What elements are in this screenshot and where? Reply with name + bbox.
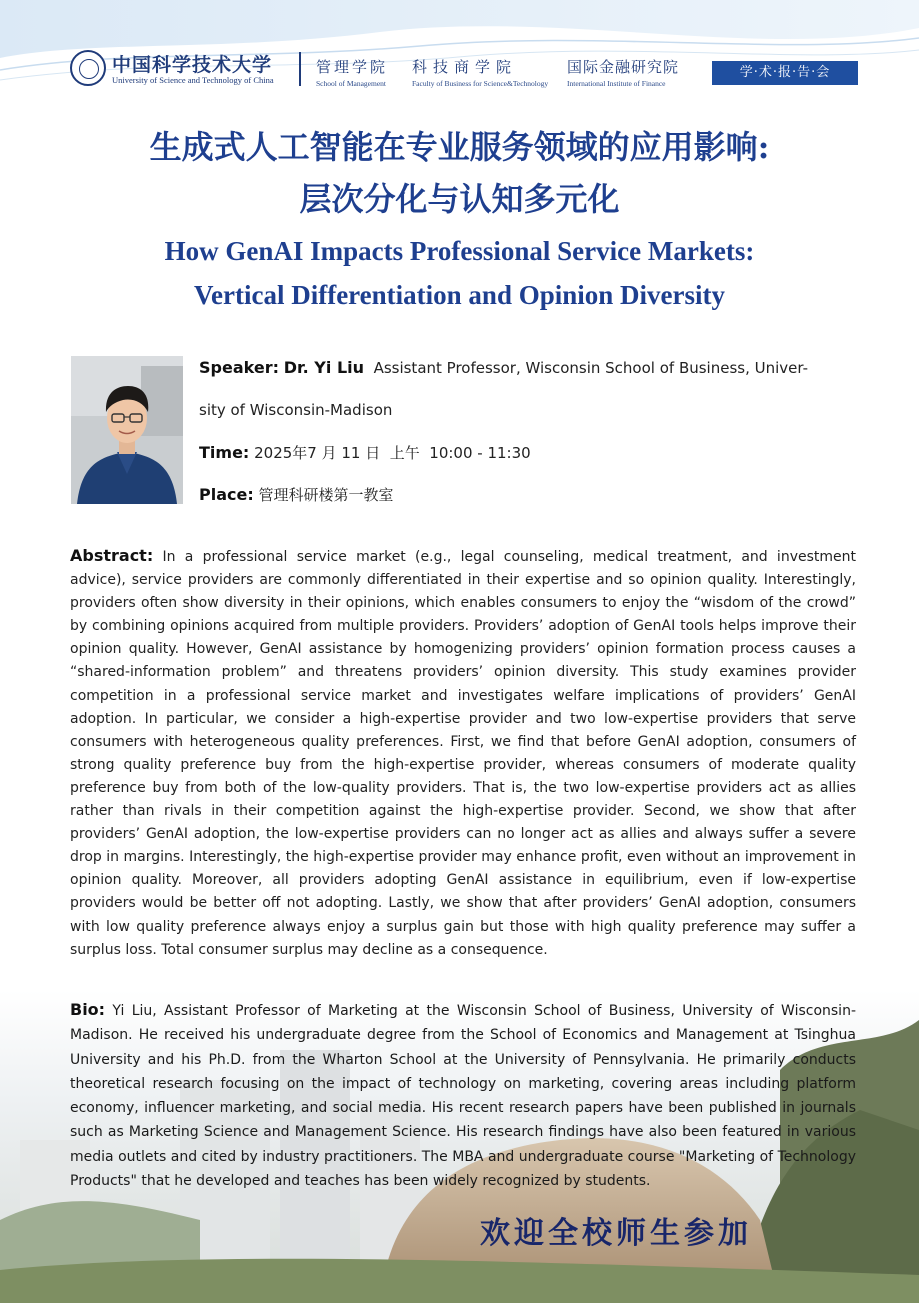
bio-paragraph [70, 998, 856, 1193]
speaker-affiliation: Assistant Professor, Wisconsin School of Business, Univer- [373, 359, 809, 377]
place-label: Place: [199, 485, 254, 504]
speaker-photo [71, 356, 183, 504]
welcome-slogan: 欢迎全校师生参加 [480, 1216, 752, 1251]
abstract-paragraph [70, 544, 856, 962]
school-name-en: Faculty of Business for Science&Technology [412, 79, 549, 88]
university-name-en: University of Science and Technology of China [112, 75, 274, 85]
abstract-label: Abstract: [70, 546, 154, 565]
school-name-cn: 管理学院 [316, 58, 389, 76]
speaker-name: Dr. Yi Liu [283, 358, 365, 377]
title-en-line1: How GenAI Impacts Professional Service Markets: [164, 236, 755, 266]
speaker-affiliation-cont: sity of Wisconsin-Madison [199, 401, 393, 419]
university-name-cn: 中国科学技术大学 [112, 54, 273, 76]
title-cn-line1: 生成式人工智能在专业服务领域的应用影响: [149, 128, 770, 166]
header-divider [299, 52, 301, 86]
title-cn-line2: 层次分化与认知多元化 [299, 180, 620, 218]
bio-text: Yi Liu, Assistant Professor of Marketing at the Wisconsin School of Business, University of Wisconsin-Madison. He received his undergraduate degree from the School of Economics and Management at Tsinghua University and his Ph.D. from the Wharton School at the University of Pennsylvania. He primarily conducts theoretical research focusing on the impact of technology on marketing, covering areas including platform economy, influencer marketing, and social media. His recent research papers have been published in journals such as Marketing Science and Management Science. His research findings have also been featured in various media outlets and cited by industry practitioners. The MBA and undergraduate course "Marketing of Technology Products" that he developed and teaches has been widely recognized by students. [70, 1003, 856, 1190]
speaker-label: Speaker: [199, 358, 279, 377]
place-value: 管理科研楼第一教室 [258, 486, 394, 504]
academic-report-badge: 学·术·报·告·会 [712, 61, 858, 85]
time-label: Time: [199, 443, 250, 462]
school-name-cn: 科技商学院 [412, 58, 518, 76]
title-en-line2: Vertical Differentiation and Opinion Diversity [194, 280, 725, 310]
school-international-finance [567, 56, 679, 88]
bio-label: Bio: [70, 1000, 106, 1019]
school-name-en: International Institute of Finance [567, 79, 666, 88]
header-bar [0, 40, 919, 96]
speaker-line [199, 358, 808, 377]
school-name-cn: 国际金融研究院 [567, 58, 680, 76]
place-line [199, 484, 394, 505]
university-seal-logo [70, 50, 106, 86]
school-business-science-tech [412, 56, 548, 88]
time-value: 2025年7 月 11 日 上午 10:00 - 11:30 [254, 444, 531, 462]
time-line [199, 442, 531, 463]
school-management [316, 56, 388, 88]
abstract-text: In a professional service market (e.g., legal counseling, medical treatment, and investment advice), service providers are commonly differentiated in their expertise and so opinion quality. Interestingly, providers often show diversity in their opinions, which enables consumers to enjoy the “wisdom of the crowd” by combining opinions acquired from multiple providers. Providers’ adoption of GenAI tools helps improve their opinion quality. However, GenAI assistance by homogenizing providers’ opinion formation process causes a “shared-information problem” and threatens providers’ opinion diversity. This study examines provider competition in a professional service market and investigates welfare implications of providers’ GenAI adoption. In particular, we consider a high-expertise provider and two low-expertise providers that serve consumers with heterogeneous quality preferences. First, we find that before GenAI adoption, consumers of strong quality preference buy from the high-expertise provider, whereas consumers of moderate quality preference buy from both of the low-quality providers. That is, the two low-expertise providers act as allies rather than rivals in their competition against the high-expertise provider. Second, we show that after providers’ GenAI adoption, the low-expertise providers can no longer act as allies and always suffer a severe drop in margins. Interestingly, the high-expertise provider may enhance profit, even without an improvement in opinion quality. Moreover, all providers adopting GenAI assistance in equilibrium, even if low-expertise providers would be better off not adopting. Lastly, we show that after providers’ GenAI adoption, consumers with low quality preference always enjoy a surplus gain but those with high quality preference may suffer a surplus loss. Total consumer surplus may decline as a consequence. [70, 549, 856, 958]
school-name-en: School of Management [316, 79, 386, 88]
